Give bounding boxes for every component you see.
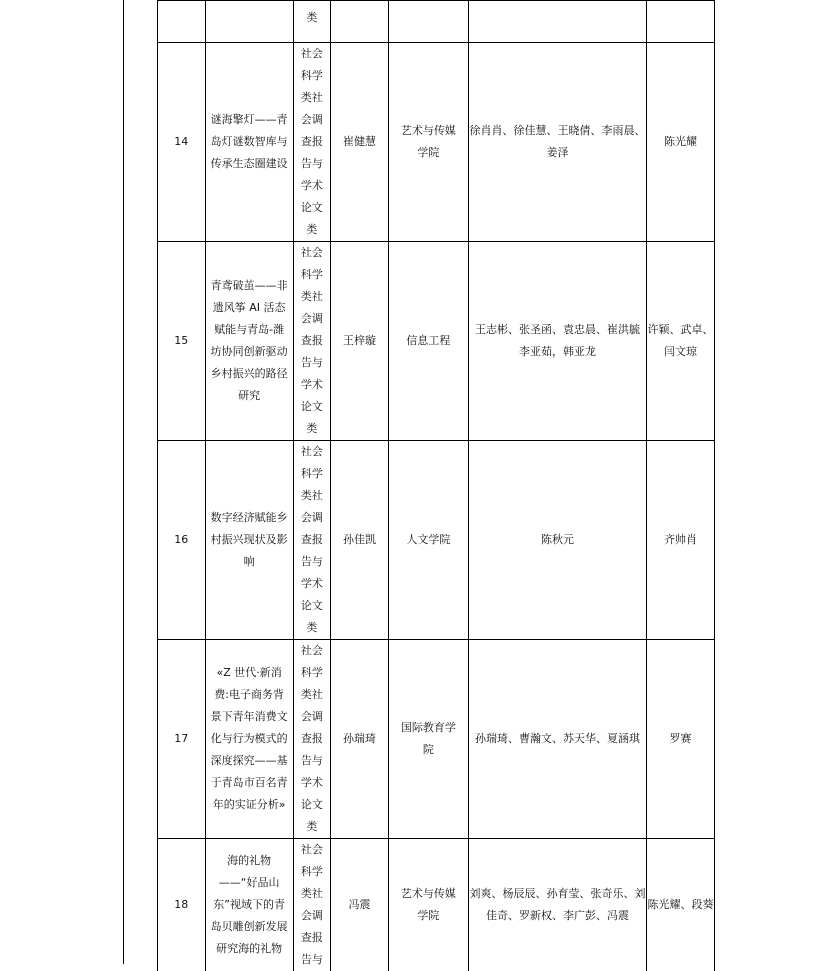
project-title: 青鸢破茧——非遗风筝 AI 活态赋能与青岛-潍坊协同创新驱动乡村振兴的路径研究	[210, 275, 288, 407]
college-name: 国际教育学院	[397, 717, 459, 761]
advisor-name: 齐帅肖	[647, 529, 714, 551]
table-row-continued	[158, 1, 715, 43]
college-name: 艺术与传媒学院	[397, 120, 459, 164]
cell-no: 17	[158, 640, 206, 839]
table-row	[158, 43, 715, 242]
member-list: 刘爽、杨辰辰、孙育莹、张奇乐、刘佳奇、罗新权、李广彭、冯震	[469, 883, 646, 927]
cell-type	[293, 640, 330, 839]
cell-members	[468, 43, 646, 242]
cell-no: 16	[158, 441, 206, 640]
cell-title	[205, 43, 293, 242]
project-title: «Z 世代·新消费:电子商务背景下青年消费文化与行为模式的深度探究——基于青岛市百名青年的实证分析»	[210, 662, 288, 816]
advisor-name: 陈光耀	[647, 131, 714, 153]
cell-type	[293, 43, 330, 242]
cell-college	[388, 839, 468, 971]
cell-advisor	[647, 43, 715, 242]
cell-leader	[331, 1, 389, 43]
project-title: 数字经济赋能乡村振兴现状及影响	[210, 507, 288, 573]
member-list: 陈秋元	[469, 529, 646, 551]
cell-no	[158, 1, 206, 43]
cell-leader: 王梓璇	[331, 242, 389, 441]
cell-members	[468, 441, 646, 640]
cell-advisor	[647, 1, 715, 43]
member-list: 徐肖肖、徐佳慧、王晓倩、李雨晨、姜泽	[469, 120, 646, 164]
table-row	[158, 441, 715, 640]
project-type: 社会科学类社会调查报告与学术论文类	[300, 640, 324, 838]
cell-title	[205, 640, 293, 839]
cell-members	[468, 242, 646, 441]
advisor-name: 陈光耀、段葵	[647, 894, 714, 916]
cell-title	[205, 1, 293, 43]
table-row	[158, 640, 715, 839]
project-title: 海的礼物——“好品山东”视域下的青岛贝雕创新发展研究海的礼物	[210, 850, 288, 960]
cell-type	[293, 441, 330, 640]
cell-leader: 冯震	[331, 839, 389, 971]
cell-leader: 孙瑞琦	[331, 640, 389, 839]
member-list: 王志彬、张圣函、袁忠晨、崔洪毓 李亚茹，韩亚龙	[469, 319, 646, 363]
table-row	[158, 242, 715, 441]
project-type: 社会科学类社会调查报告与学术论文类	[300, 43, 324, 241]
advisor-name: 许颖、武卓、闫文琼	[647, 319, 714, 363]
cell-title	[205, 441, 293, 640]
project-type: 社会科学类社会调查报告与	[300, 839, 324, 971]
table-row	[158, 839, 715, 971]
cell-members	[468, 640, 646, 839]
cell-college	[388, 242, 468, 441]
project-type: 社会科学类社会调查报告与学术论文类	[300, 242, 324, 440]
cell-no: 14	[158, 43, 206, 242]
cell-type	[293, 839, 330, 971]
cell-members	[468, 1, 646, 43]
outer-table-border	[123, 0, 124, 964]
type-tail-text: 类	[300, 7, 324, 29]
cell-type	[293, 242, 330, 441]
cell-members	[468, 839, 646, 971]
college-name: 艺术与传媒学院	[397, 883, 459, 927]
cell-no: 18	[158, 839, 206, 971]
cell-type	[293, 1, 330, 43]
project-table	[157, 0, 715, 971]
member-list: 孙瑞琦、曹瀚文、苏天华、夏涵琪	[469, 728, 646, 750]
project-type: 社会科学类社会调查报告与学术论文类	[300, 441, 324, 639]
cell-title	[205, 242, 293, 441]
cell-leader: 孙佳凯	[331, 441, 389, 640]
cell-college	[388, 1, 468, 43]
cell-advisor	[647, 441, 715, 640]
cell-advisor	[647, 242, 715, 441]
cell-advisor	[647, 640, 715, 839]
cell-no: 15	[158, 242, 206, 441]
college-name: 人文学院	[397, 529, 459, 551]
cell-college	[388, 441, 468, 640]
cell-college	[388, 43, 468, 242]
cell-title	[205, 839, 293, 971]
advisor-name: 罗赛	[647, 728, 714, 750]
cell-advisor	[647, 839, 715, 971]
college-name: 信息工程	[397, 330, 459, 352]
project-title: 谜海擎灯——青岛灯谜数智库与传承生态圈建设	[210, 109, 288, 175]
cell-college	[388, 640, 468, 839]
cell-leader: 崔健慧	[331, 43, 389, 242]
